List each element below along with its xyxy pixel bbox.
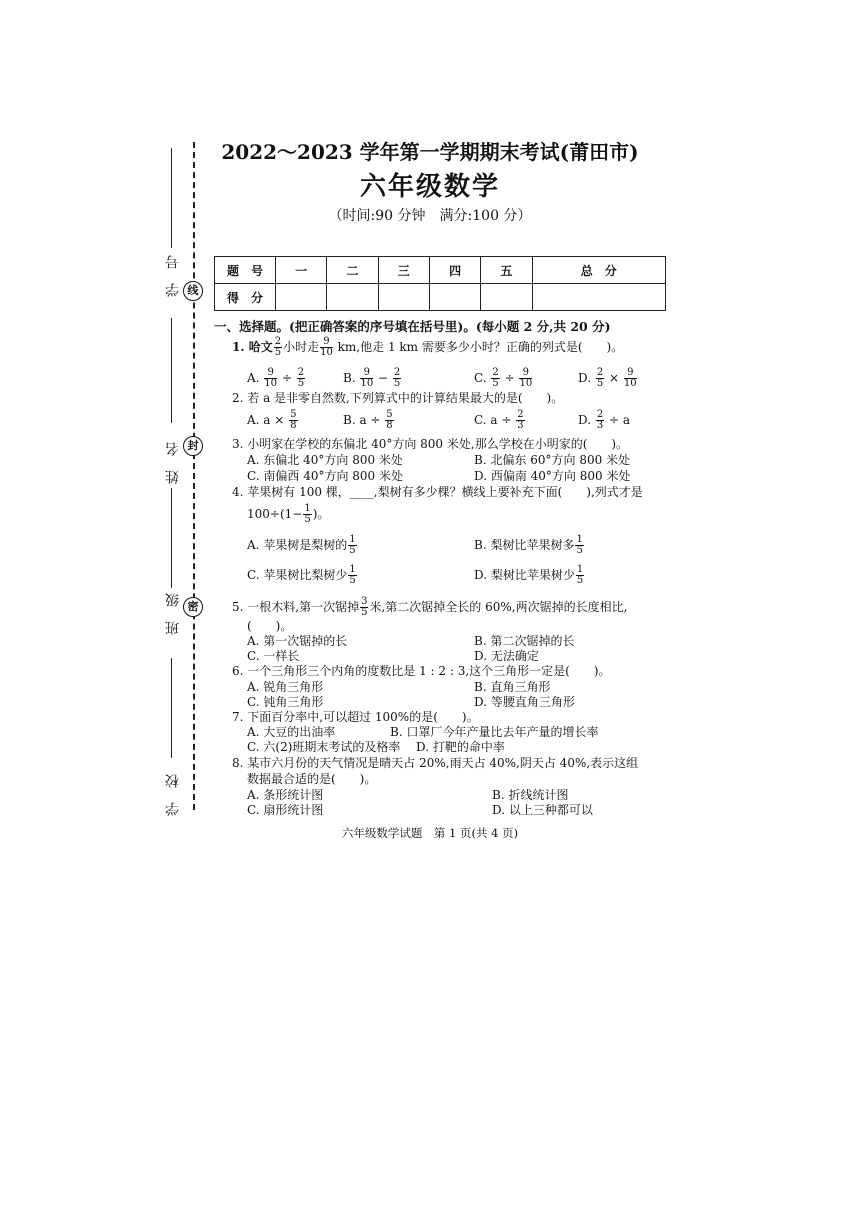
q6-option-b: B. 直角三角形 xyxy=(474,680,551,694)
question-7: 7. 下面百分率中,可以超过 100%的是( )。 xyxy=(232,710,479,724)
q1-option-c: C. $\frac{2}{5}$ ÷ $\frac{9}{10}$ xyxy=(474,367,533,389)
seal-mi-mark: 密 xyxy=(183,597,203,617)
question-6: 6. 一个三角形三个内角的度数比是 1 : 2 : 3,这个三角形一定是( )。 xyxy=(232,664,611,678)
q2-option-a: A. a × $\frac{5}{8}$ xyxy=(247,409,297,431)
q2-option-b: B. a ÷ $\frac{5}{8}$ xyxy=(343,409,393,431)
q8-option-a: A. 条形统计图 xyxy=(247,788,324,802)
question-1: 1. 哈文 $\frac{2}{5}$ 小时走 $\frac{9}{10}$ km,他走 1 km 需要多少小时？正确的列式是( )。 xyxy=(232,336,624,358)
q7-option-a: A. 大豆的出油率 xyxy=(247,725,336,739)
q7-option-b: B. 口罩厂今年产量比去年产量的增长率 xyxy=(390,725,599,739)
q1-pre: 1. 哈文 xyxy=(232,340,273,354)
q3-option-a: A. 东偏北 40°方向 800 米处 xyxy=(247,453,403,467)
question-5: 5. 一根木料,第一次锯掉 $\frac{3}{5}$ 米,第二次锯掉全长的 60%,两次锯掉的长度相比, xyxy=(232,596,628,618)
q5-option-c: C. 一样长 xyxy=(247,649,300,663)
q8-option-b: B. 折线统计图 xyxy=(492,788,569,802)
q5-continuation: ( )。 xyxy=(247,619,293,633)
score-input-cell[interactable] xyxy=(327,284,378,311)
student-no-label: 学 号 xyxy=(165,255,181,297)
q6-option-d: D. 等腰直角三角形 xyxy=(474,695,575,709)
q8-option-d: D. 以上三种都可以 xyxy=(492,803,593,817)
q7-option-c: C. 六(2)班期末考试的及格率 xyxy=(247,740,401,754)
q5-option-b: B. 第二次锯掉的长 xyxy=(474,634,575,648)
q8-continuation: 数据最合适的是( )。 xyxy=(247,772,377,786)
fraction: $\frac{2}{5}$ xyxy=(274,336,282,358)
score-table-score-row xyxy=(215,284,666,311)
q2-option-c: C. a ÷ $\frac{2}{3}$ xyxy=(474,409,524,431)
q3-option-b: B. 北偏东 60°方向 800 米处 xyxy=(474,453,631,467)
name-line xyxy=(171,318,172,423)
exam-info: （时间:90 分钟 满分:100 分） xyxy=(328,208,532,224)
school-label: 学 校 xyxy=(165,774,181,816)
score-label-cell: 得 分 xyxy=(215,284,276,311)
class-label: 班 级 xyxy=(165,593,181,635)
question-4: 4. 苹果树有 100 棵，____,梨树有多少棵？横线上要补充下面( ),列式才是 xyxy=(232,485,643,499)
question-8: 8. 某市六月份的天气情况是晴天占 20%,雨天占 40%,阴天占 40%,表示这组 xyxy=(232,756,639,770)
score-input-cell[interactable] xyxy=(378,284,429,311)
seal-xian-mark: 线 xyxy=(183,281,203,301)
score-table xyxy=(214,256,666,311)
question-2: 2. 若 a 是非零自然数,下列算式中的计算结果最大的是( )。 xyxy=(232,391,564,405)
score-cell: 总 分 xyxy=(532,257,665,284)
score-cell: 一 xyxy=(276,257,327,284)
q3-option-d: D. 西偏南 40°方向 800 米处 xyxy=(474,469,631,483)
name-label: 姓 名 xyxy=(165,442,181,484)
score-input-cell[interactable] xyxy=(429,284,480,311)
q5-option-d: D. 无法确定 xyxy=(474,649,539,663)
q1-option-b: B. $\frac{9}{10}$ − $\frac{2}{5}$ xyxy=(343,367,401,389)
score-table-header-row xyxy=(215,257,666,284)
score-cell: 三 xyxy=(378,257,429,284)
q2-option-d: D. $\frac{2}{3}$ ÷ a xyxy=(578,409,631,431)
q3-option-c: C. 南偏西 40°方向 800 米处 xyxy=(247,469,404,483)
q7-option-d: D. 打靶的命中率 xyxy=(416,740,505,754)
subject-title: 六年级数学 xyxy=(359,172,500,202)
question-3: 3. 小明家在学校的东偏北 40°方向 800 米处,那么学校在小明家的( )。 xyxy=(232,437,629,451)
q5-option-a: A. 第一次锯掉的长 xyxy=(247,634,348,648)
binding-dashed-line xyxy=(193,142,195,810)
q4-option-b: B. 梨树比苹果树多 $\frac{1}{5}$ xyxy=(474,534,583,556)
q4-expression: 100÷(1− $\frac{1}{5}$ )。 xyxy=(247,503,330,525)
score-input-cell[interactable] xyxy=(276,284,327,311)
score-input-cell[interactable] xyxy=(532,284,665,311)
class-line xyxy=(171,488,172,588)
score-cell: 二 xyxy=(327,257,378,284)
score-cell: 五 xyxy=(481,257,532,284)
score-input-cell[interactable] xyxy=(481,284,532,311)
q4-option-a: A. 苹果树是梨树的 $\frac{1}{5}$ xyxy=(247,534,356,556)
exam-title: 2022～2023 学年第一学期期末考试(莆田市) xyxy=(221,140,639,164)
score-cell: 题 号 xyxy=(215,257,276,284)
q1-option-a: A. $\frac{9}{10}$ ÷ $\frac{2}{5}$ xyxy=(247,367,305,389)
q1-option-d: D. $\frac{2}{5}$ × $\frac{9}{10}$ xyxy=(578,367,637,389)
fraction: $\frac{9}{10}$ xyxy=(320,336,333,358)
score-cell: 四 xyxy=(429,257,480,284)
q4-option-c: C. 苹果树比梨树少 $\frac{1}{5}$ xyxy=(247,564,356,586)
q4-option-d: D. 梨树比苹果树少 $\frac{1}{5}$ xyxy=(474,564,584,586)
section1-heading: 一、选择题。(把正确答案的序号填在括号里)。(每小题 2 分,共 20 分) xyxy=(214,319,611,334)
q8-option-c: C. 扇形统计图 xyxy=(247,803,324,817)
page-footer: 六年级数学试题 第 1 页(共 4 页) xyxy=(341,826,519,840)
q6-option-a: A. 锐角三角形 xyxy=(247,680,324,694)
seal-feng-mark: 封 xyxy=(183,436,203,456)
school-line xyxy=(171,658,172,758)
q6-option-c: C. 钝角三角形 xyxy=(247,695,324,709)
